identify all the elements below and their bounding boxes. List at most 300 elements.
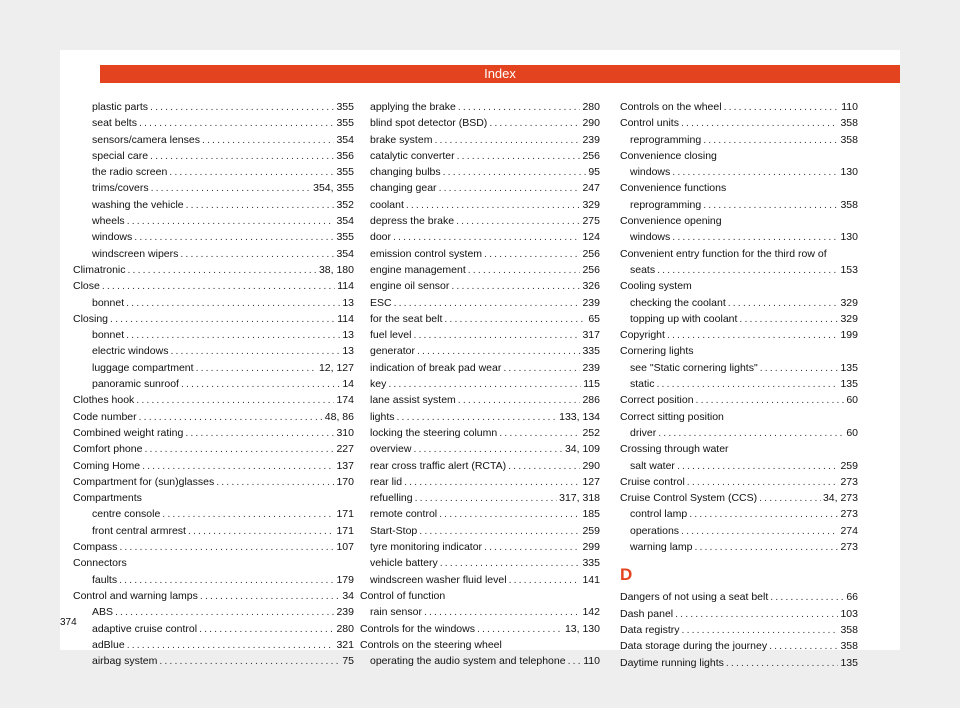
dot-leader [444, 311, 586, 327]
dot-leader [393, 229, 580, 245]
index-entry-term: Cruise Control System (CCS) [620, 492, 758, 505]
index-entry [73, 213, 354, 229]
index-entry-page: 75 [342, 655, 354, 668]
index-entry [73, 132, 354, 148]
index-entry [620, 376, 858, 392]
index-entry-term: Correct position [620, 394, 694, 407]
index-entry [73, 441, 354, 457]
dot-leader [726, 655, 839, 671]
dot-leader [477, 621, 563, 637]
dot-leader [439, 180, 581, 196]
index-entry-page: 60 [846, 426, 858, 439]
index-entry-page: 12, 127 [318, 361, 354, 374]
index-entry [360, 539, 600, 555]
index-entry-term: airbag system [92, 655, 158, 668]
index-entry [620, 327, 858, 343]
index-entry-term: Code number [73, 410, 137, 423]
index-entry-page: 142 [582, 606, 600, 619]
index-entry-term: Climatronic [73, 263, 126, 276]
index-entry-term: Compartment for (sun)glasses [73, 475, 215, 488]
index-entry-page: 321 [336, 638, 354, 651]
index-entry [73, 409, 354, 425]
index-entry [73, 458, 354, 474]
index-entry [620, 295, 858, 311]
index-entry-term: Controls for the windows [360, 622, 475, 635]
index-entry-page: 280 [336, 622, 354, 635]
index-entry [360, 392, 600, 408]
index-entry-term: reprogramming [630, 198, 702, 211]
index-entry-term: Comfort phone [73, 443, 143, 456]
index-entry-page: 239 [582, 296, 600, 309]
index-entry-page: 141 [582, 573, 600, 586]
index-entry [360, 572, 600, 588]
dot-leader [144, 441, 334, 457]
index-entry-term: tyre monitoring indicator [370, 541, 483, 554]
index-entry [360, 425, 600, 441]
index-entry [620, 392, 858, 408]
index-entry-page: 329 [840, 312, 858, 325]
index-entry [360, 343, 600, 359]
index-entry-term: ESC [370, 296, 392, 309]
index-entry [73, 115, 354, 131]
dot-leader [102, 278, 335, 294]
index-entry-page: 256 [582, 247, 600, 260]
index-entry [73, 506, 354, 522]
dot-leader [456, 213, 580, 229]
index-entry-term: indication of break pad wear [370, 361, 502, 374]
index-entry-page: 256 [582, 149, 600, 162]
index-entry-term: wheels [92, 215, 125, 228]
index-entry-term: adaptive cruise control [92, 622, 198, 635]
dot-leader [681, 523, 838, 539]
index-entry-page: 130 [840, 166, 858, 179]
dot-leader [489, 115, 580, 131]
index-entry [620, 638, 858, 654]
index-entry-term: generator [370, 345, 415, 358]
index-entry [360, 376, 600, 392]
index-entry-page: 317, 318 [559, 492, 600, 505]
index-entry-page: 171 [336, 508, 354, 521]
index-entry-term: static [630, 378, 655, 391]
index-entry [360, 653, 600, 669]
index-entry-term: see "Static cornering lights" [630, 361, 758, 374]
index-heading: Connectors [73, 557, 127, 570]
index-entry-term: centre console [92, 508, 161, 521]
index-entry-page: 354 [336, 247, 354, 260]
index-entry [73, 376, 354, 392]
dot-leader [689, 506, 838, 522]
index-column-2 [360, 99, 600, 669]
index-entry-term: Data storage during the journey [620, 640, 768, 653]
index-entry-term: Coming Home [73, 459, 141, 472]
index-entry-term: lane assist system [370, 394, 456, 407]
index-entry-page: 252 [582, 426, 600, 439]
dot-leader [682, 622, 839, 638]
index-entry-page: 355 [336, 231, 354, 244]
index-entry [620, 115, 858, 131]
index-entry-page: 153 [840, 263, 858, 276]
index-entry-page: 286 [582, 394, 600, 407]
index-entry-term: key [370, 378, 387, 391]
index-entry-term: Controls on the wheel [620, 101, 722, 113]
dot-leader [162, 506, 334, 522]
dot-leader [169, 164, 334, 180]
index-entry-term: Combined weight rating [73, 426, 184, 439]
index-entry [73, 621, 354, 637]
index-entry-page: 355 [336, 101, 354, 113]
index-entry-page: 326 [582, 280, 600, 293]
index-entry [360, 506, 600, 522]
index-entry-term: engine management [370, 263, 466, 276]
index-entry-term: Closing [73, 312, 109, 325]
index-column-3 [620, 99, 858, 671]
index-heading: Control of function [360, 589, 446, 602]
index-entry-term: Control and warning lamps [73, 589, 198, 602]
index-entry [620, 474, 858, 490]
index-entry-page: 124 [582, 231, 600, 244]
index-page [60, 50, 900, 669]
index-entry [73, 474, 354, 490]
dot-leader [419, 523, 580, 539]
dot-leader [413, 327, 580, 343]
index-entry-term: driver [630, 426, 657, 439]
index-entry-page: 256 [582, 263, 600, 276]
index-entry-term: windows [630, 231, 671, 244]
index-entry-page: 66 [846, 591, 858, 604]
dot-leader [568, 653, 582, 669]
dot-leader [677, 458, 839, 474]
dot-leader [151, 180, 312, 196]
index-entry-page: 13 [342, 329, 354, 342]
dot-leader [675, 606, 838, 622]
index-entry [73, 539, 354, 555]
index-entry [620, 490, 858, 506]
index-entry-page: 358 [840, 198, 858, 211]
dot-leader [200, 588, 340, 604]
index-entry-page: 137 [336, 459, 354, 472]
index-entry [73, 148, 354, 164]
index-entry-page: 171 [336, 524, 354, 537]
dot-leader [439, 506, 580, 522]
index-entry-term: adBlue [92, 638, 125, 651]
index-entry [620, 229, 858, 245]
index-entry-term: trims/covers [92, 182, 149, 195]
index-entry-page: 130 [840, 231, 858, 244]
index-entry-term: Data registry [620, 623, 680, 636]
index-entry-page: 329 [840, 296, 858, 309]
index-entry [73, 278, 354, 294]
dot-leader [508, 458, 580, 474]
index-entry [73, 637, 354, 653]
dot-leader [703, 197, 838, 213]
dot-leader [139, 409, 323, 425]
dot-leader [150, 99, 334, 115]
index-entry-term: salt water [630, 459, 675, 472]
index-entry [360, 180, 600, 196]
dot-leader [397, 409, 558, 425]
index-entry-page: 114 [337, 312, 354, 325]
index-entry-page: 127 [582, 475, 600, 488]
dot-leader [216, 474, 334, 490]
dot-leader [415, 490, 558, 506]
index-entry [360, 327, 600, 343]
index-entry [620, 197, 858, 213]
index-entry-term: Dangers of not using a seat belt [620, 591, 769, 604]
index-entry-page: 135 [840, 378, 858, 391]
index-entry-term: bonnet [92, 329, 125, 342]
index-entry-term: control lamp [630, 508, 688, 521]
index-entry-term: warning lamp [630, 541, 693, 554]
index-entry [620, 164, 858, 180]
index-entry [73, 229, 354, 245]
dot-leader [499, 425, 580, 441]
index-entry [73, 327, 354, 343]
dot-leader [440, 555, 581, 571]
index-entry [620, 506, 858, 522]
index-entry-page: 227 [336, 443, 354, 456]
index-entry-term: Daytime running lights [620, 656, 724, 669]
dot-leader [196, 360, 317, 376]
index-heading: Crossing through water [620, 443, 729, 456]
index-entry-page: 259 [582, 524, 600, 537]
index-entry [620, 262, 858, 278]
index-entry [360, 409, 600, 425]
index-entry-page: 95 [588, 166, 600, 179]
index-entry-term: rear cross traffic alert (RCTA) [370, 459, 507, 472]
index-entry-term: checking the coolant [630, 296, 726, 309]
dot-leader [458, 99, 581, 115]
index-entry-page: 273 [840, 475, 858, 488]
index-entry-term: remote control [370, 508, 438, 521]
index-entry-page: 299 [582, 541, 600, 554]
index-entry-term: Copyright [620, 329, 665, 342]
dot-leader [126, 295, 340, 311]
dot-leader [136, 392, 334, 408]
index-entry-term: changing bulbs [370, 166, 441, 179]
index-entry-page: 110 [583, 655, 600, 668]
index-entry [73, 164, 354, 180]
index-entry-page: 135 [840, 361, 858, 374]
dot-leader [728, 295, 839, 311]
dot-leader [134, 229, 334, 245]
index-entry [360, 148, 600, 164]
index-entry-page: 355 [336, 166, 354, 179]
index-entry-page: 13 [342, 345, 354, 358]
index-heading: Controls on the steering wheel [360, 638, 502, 651]
dot-leader [128, 262, 317, 278]
dot-leader [672, 229, 838, 245]
index-entry [360, 621, 600, 637]
index-entry-page: 14 [342, 378, 354, 391]
index-entry-page: 239 [336, 606, 354, 619]
index-entry-page: 65 [588, 312, 600, 325]
dot-leader [413, 441, 563, 457]
index-entry-page: 199 [840, 329, 858, 342]
dot-leader [127, 637, 335, 653]
index-entry [360, 474, 600, 490]
index-entry [73, 311, 354, 327]
index-entry-page: 354, 355 [313, 182, 354, 195]
dot-leader [394, 295, 581, 311]
dot-leader [694, 539, 838, 555]
index-entry-page: 34, 273 [822, 492, 858, 505]
index-heading: Convenience closing [620, 149, 717, 162]
index-entry [620, 99, 858, 115]
index-heading: Convenience opening [620, 215, 722, 228]
dot-leader [388, 376, 581, 392]
index-entry-term: washing the vehicle [92, 198, 184, 211]
index-entry-page: 275 [582, 215, 600, 228]
index-entry-page: 115 [583, 378, 600, 391]
index-heading: Cooling system [620, 280, 692, 293]
index-entry [73, 523, 354, 539]
dot-leader [769, 638, 838, 654]
index-entry-page: 335 [582, 345, 600, 358]
index-entry-term: rain sensor [370, 606, 422, 619]
dot-leader [484, 246, 580, 262]
dot-leader [150, 148, 334, 164]
index-entry-page: 273 [840, 541, 858, 554]
dot-leader [142, 458, 334, 474]
index-entry-term: Cruise control [620, 475, 685, 488]
index-entry-term: locking the steering column [370, 426, 498, 439]
index-entry-page: 179 [336, 573, 354, 586]
index-entry-term: lights [370, 410, 395, 423]
index-entry-page: 358 [840, 623, 858, 636]
index-entry-page: 310 [336, 426, 354, 439]
index-entry-term: Compass [73, 541, 118, 554]
index-entry-page: 356 [336, 149, 354, 162]
index-entry [620, 360, 858, 376]
index-entry [620, 589, 858, 605]
index-entry-page: 354 [336, 133, 354, 146]
index-entry [73, 99, 354, 115]
index-entry [360, 458, 600, 474]
dot-leader [404, 474, 580, 490]
index-entry-term: luggage compartment [92, 361, 194, 374]
index-entry-term: windscreen washer fluid level [370, 573, 507, 586]
dot-leader [770, 589, 844, 605]
index-entry-term: refuelling [370, 492, 413, 505]
index-entry-page: 280 [582, 101, 600, 113]
index-entry [360, 99, 600, 115]
index-entry [73, 653, 354, 669]
index-entry-page: 354 [336, 215, 354, 228]
index-entry-page: 48, 86 [324, 410, 354, 423]
dot-leader [457, 148, 581, 164]
index-entry [360, 132, 600, 148]
dot-leader [139, 115, 335, 131]
index-entry [73, 425, 354, 441]
index-heading: Cornering lights [620, 345, 694, 358]
index-entry-page: 170 [336, 475, 354, 488]
dot-leader [186, 197, 335, 213]
index-entry-page: 239 [582, 133, 600, 146]
index-entry [620, 539, 858, 555]
index-entry-page: 273 [840, 508, 858, 521]
index-entry [360, 604, 600, 620]
dot-leader [672, 164, 838, 180]
index-entry-term: Control units [620, 117, 679, 130]
index-entry [620, 655, 858, 671]
index-entry-page: 290 [582, 459, 600, 472]
index-entry-term: electric windows [92, 345, 169, 358]
index-entry-term: windows [92, 231, 133, 244]
index-entry-page: 358 [840, 117, 858, 130]
index-entry-page: 259 [840, 459, 858, 472]
index-heading: Convenience functions [620, 182, 727, 195]
index-entry [620, 132, 858, 148]
index-entry-term: rear lid [370, 475, 403, 488]
index-entry-page: 358 [840, 133, 858, 146]
index-entry-term: depress the brake [370, 215, 455, 228]
dot-leader [202, 132, 335, 148]
index-entry-term: emission control system [370, 247, 483, 260]
index-entry-term: Clothes hook [73, 394, 135, 407]
index-entry-term: Start-Stop [370, 524, 418, 537]
index-entry [360, 164, 600, 180]
dot-leader [424, 604, 581, 620]
index-entry [73, 604, 354, 620]
dot-leader [484, 539, 580, 555]
dot-leader [110, 311, 335, 327]
index-entry [73, 197, 354, 213]
index-entry-page: 38, 180 [318, 263, 354, 276]
dot-leader [434, 132, 580, 148]
dot-leader [417, 343, 581, 359]
index-entry [620, 425, 858, 441]
index-entry-page: 34, 109 [564, 443, 600, 456]
dot-leader [443, 164, 587, 180]
index-entry-page: 335 [582, 557, 600, 570]
index-column-1 [73, 99, 354, 669]
index-entry [620, 311, 858, 327]
dot-leader [185, 425, 334, 441]
dot-leader [188, 523, 335, 539]
index-entry [360, 311, 600, 327]
index-entry-page: 114 [337, 280, 354, 293]
dot-leader [724, 99, 840, 115]
index-entry-term: panoramic sunroof [92, 378, 179, 391]
index-entry-term: blind spot detector (BSD) [370, 117, 488, 130]
index-entry [620, 523, 858, 539]
index-entry [73, 180, 354, 196]
index-entry [73, 246, 354, 262]
index-entry [73, 588, 354, 604]
dot-leader [687, 474, 839, 490]
index-entry-term: changing gear [370, 182, 437, 195]
dot-leader [468, 262, 581, 278]
index-entry-term: bonnet [92, 296, 125, 309]
dot-leader [180, 246, 334, 262]
index-entry [360, 197, 600, 213]
index-entry [360, 213, 600, 229]
index-entry-page: 133, 134 [559, 410, 600, 423]
index-entry [360, 523, 600, 539]
index-entry-term: seats [630, 263, 656, 276]
index-entry-term: overview [370, 443, 412, 456]
dot-leader [127, 213, 335, 229]
index-entry [73, 572, 354, 588]
index-entry [360, 229, 600, 245]
index-entry [360, 490, 600, 506]
index-entry [360, 115, 600, 131]
index-heading: Correct sitting position [620, 410, 724, 423]
index-entry-term: Close [73, 280, 100, 293]
index-entry [73, 262, 354, 278]
dot-leader [119, 539, 334, 555]
dot-leader [170, 343, 340, 359]
